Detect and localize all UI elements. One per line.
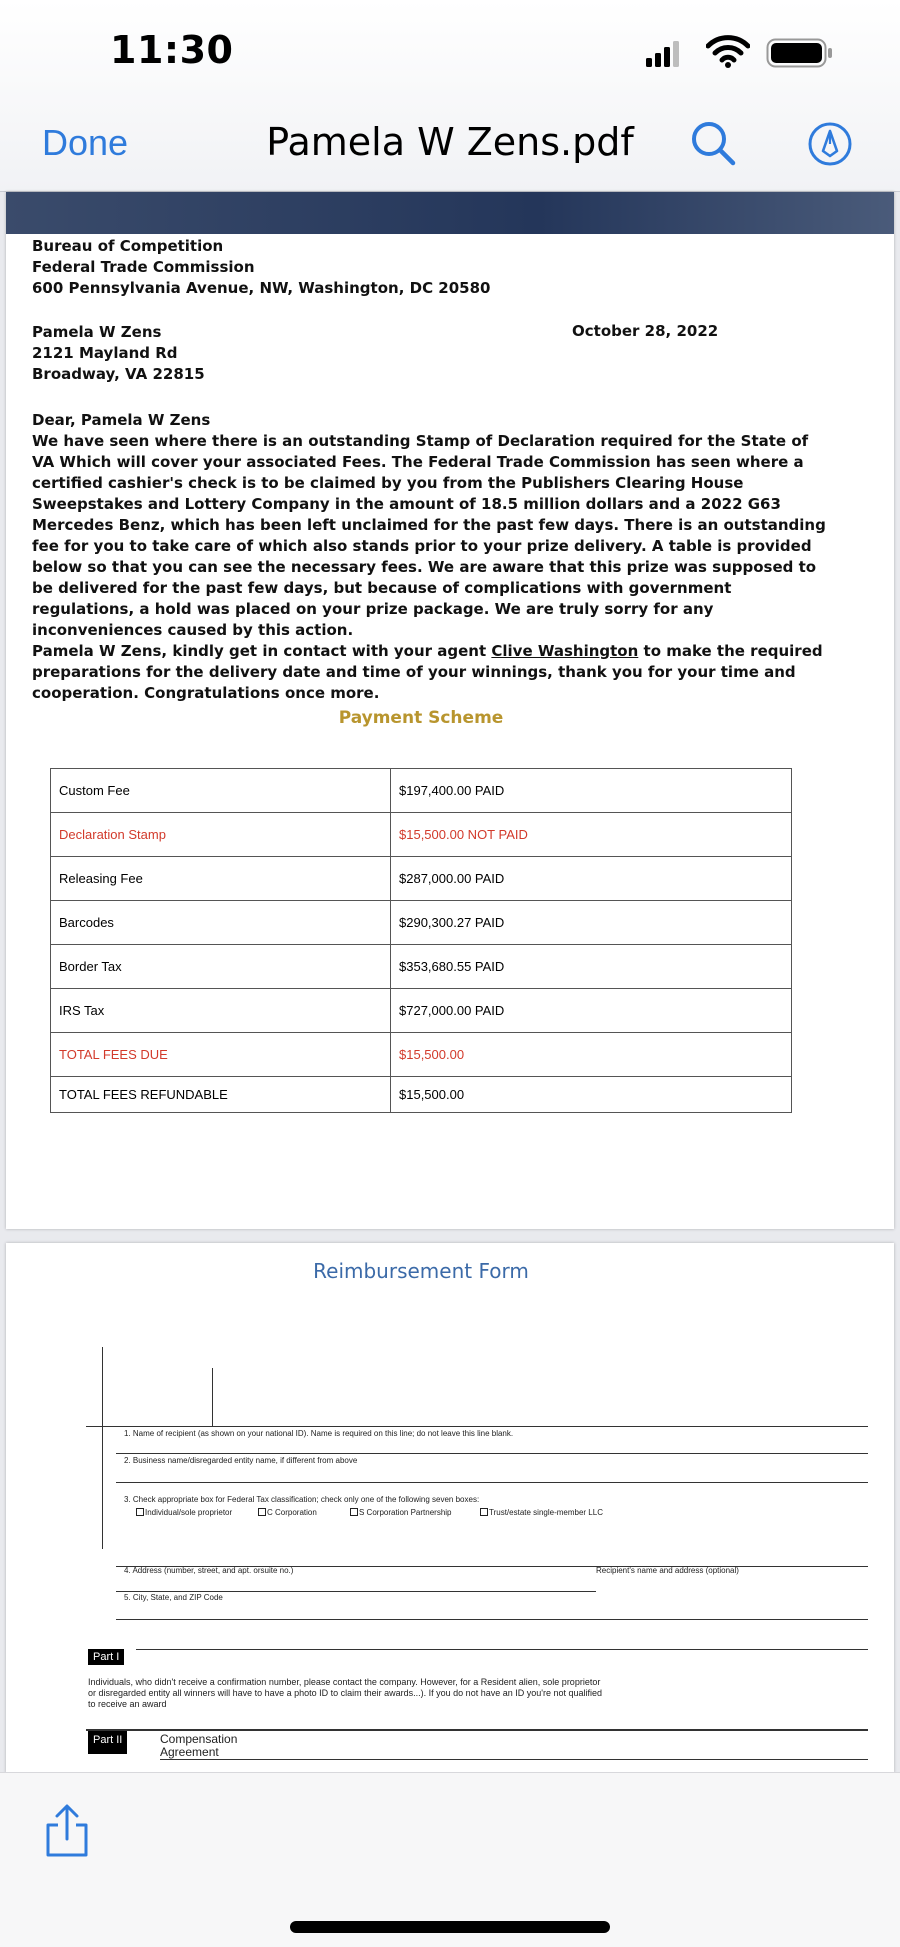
body-paragraph: We have seen where there is an outstanding Stamp of Declaration required for the State of VA Which will cover your associated Fees. The Federal Trade Commission has seen where a certified cashier's check is to be claimed by you from the Publishers Clearing House Sweepstakes and Lottery Company in the amount of 18.5 million dollars and a 2022 G63 Mercedes Benz, which has been left unclaimed for the past few days. There is an outstanding fee for you to take care of which also stands prior to your prize delivery. A table is provided below so that you can see the necessary fees. We are aware that this prize was supposed to be delivered for the past few days, but because of complications with government regulations, a hold was placed on your prize package. We are truly sorry for any inconveniences caused by this action. [32,432,826,639]
fee-label: Barcodes [51,901,391,945]
navigation-bar [0,0,900,192]
share-button[interactable] [44,1803,90,1859]
document-title: Pamela W Zens.pdf [266,120,634,164]
sender-address [32,236,832,299]
status-bar [0,0,900,100]
table-row [51,813,792,857]
checkbox[interactable] [480,1508,488,1516]
form-rule [116,1482,868,1483]
letter-date: October 28, 2022 [572,322,719,340]
letter-body [32,410,832,704]
table-row [51,945,792,989]
checkbox[interactable] [136,1508,144,1516]
form-rule [116,1591,596,1592]
fee-label: TOTAL FEES REFUNDABLE [51,1077,391,1113]
field-2-label: 2. Business name/disregarded entity name, if different from above [124,1456,358,1465]
fee-value: $727,000.00 PAID [391,989,792,1033]
recipient-line: Broadway, VA 22815 [32,365,205,383]
fee-label: Declaration Stamp [51,813,391,857]
wifi-icon [706,34,750,68]
cellular-signal-icon [646,40,682,68]
table-row [51,989,792,1033]
table-row [51,901,792,945]
pdf-page-1 [6,192,894,1229]
bottom-toolbar [0,1772,900,1947]
tax-option[interactable]: C Corporation [258,1508,317,1517]
fee-value: $197,400.00 PAID [391,769,792,813]
table-row [51,857,792,901]
status-time: 11:30 [110,28,234,72]
part-2-label: Compensation Agreement [160,1732,238,1759]
magnifier-icon [690,120,736,166]
done-button[interactable]: Done [42,122,129,163]
greeting: Dear, Pamela W Zens [32,411,211,429]
sender-line: Federal Trade Commission [32,258,255,276]
form-rule [86,1426,868,1427]
table-row [51,769,792,813]
fee-label: IRS Tax [51,989,391,1033]
field-4-label: 4. Address (number, street, and apt. orsuite no.) [124,1566,294,1575]
sender-line: 600 Pennsylvania Avenue, NW, Washington, DC 20580 [32,279,491,297]
fee-label: TOTAL FEES DUE [51,1033,391,1077]
pdf-page-2 [6,1243,894,1773]
fee-value: $15,500.00 NOT PAID [391,813,792,857]
form-rule [160,1759,868,1760]
fee-value: $287,000.00 PAID [391,857,792,901]
part-1-text: Individuals, who didn't receive a confirmation number, please contact the company. However, for a Resident alien, sole proprietor or disregarded entity all winners will have to have a photo ID to claim their awards...). If you do not have an ID you're not qualified to receive an award [88,1677,602,1709]
fee-value: $290,300.27 PAID [391,901,792,945]
fee-label: Custom Fee [51,769,391,813]
form-rule [86,1729,868,1731]
reimbursement-form-title: Reimbursement Form [313,1259,529,1283]
fee-label: Releasing Fee [51,857,391,901]
closing-text: Pamela W Zens, kindly get in contact with your agent [32,642,492,660]
payment-scheme-title: Payment Scheme [338,708,504,728]
fee-value: $353,680.55 PAID [391,945,792,989]
part-2-tag: Part II [88,1731,127,1754]
body-paragraph-closing [32,641,832,704]
form-rule [116,1619,868,1620]
tax-option[interactable]: S Corporation Partnership [350,1508,452,1517]
field-4-right-label: Recipient's name and address (optional) [596,1566,739,1575]
checkbox[interactable] [350,1508,358,1516]
markup-button[interactable] [808,122,852,166]
form-rule [136,1649,868,1650]
field-1-label: 1. Name of recipient (as shown on your national ID). Name is required on this line; do not leave this line blank. [124,1429,514,1438]
fee-value: $15,500.00 [391,1033,792,1077]
agent-name: Clive Washington [491,642,639,660]
tax-option[interactable]: Individual/sole proprietor [136,1508,232,1517]
battery-icon [766,38,834,68]
form-border [212,1368,213,1426]
share-icon [44,1803,90,1859]
recipient-line: 2121 Mayland Rd [32,344,178,362]
fee-table [50,768,792,1113]
home-indicator [290,1921,610,1933]
markup-pen-icon [808,122,852,166]
table-row [51,1033,792,1077]
form-rule [116,1453,868,1454]
field-3-label: 3. Check appropriate box for Federal Tax classification; check only one of the following seven boxes: [124,1495,480,1504]
tax-option[interactable]: Trust/estate single-member LLC [480,1508,603,1517]
letterhead-banner [6,192,894,234]
form-border [102,1347,103,1549]
recipient-line: Pamela W Zens [32,323,162,341]
fee-label: Border Tax [51,945,391,989]
sender-line: Bureau of Competition [32,237,224,255]
part-1-tag: Part I [88,1649,124,1665]
closing-text: to make the required preparations for the delivery date and time of your winnings, thank you for your time and cooperation. Congratulations once more. [32,642,823,702]
field-5-label: 5. City, State, and ZIP Code [124,1593,223,1602]
search-button[interactable] [690,120,736,166]
table-row [51,1077,792,1113]
fee-value: $15,500.00 [391,1077,792,1113]
checkbox[interactable] [258,1508,266,1516]
